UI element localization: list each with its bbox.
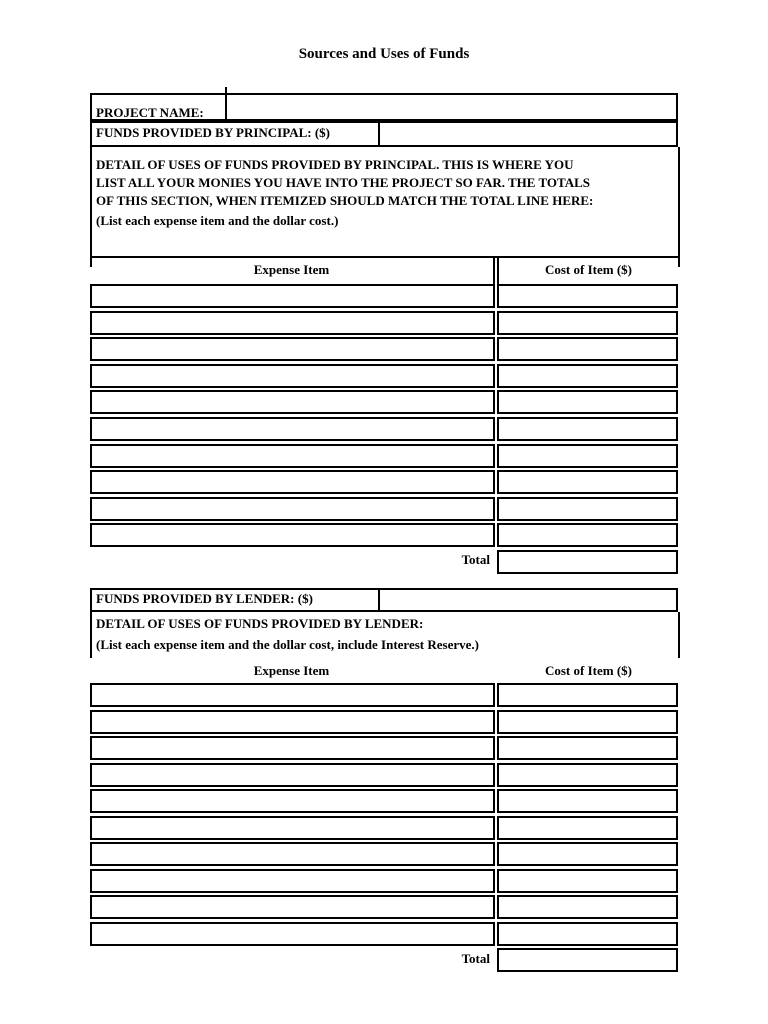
lender-expense-item-field[interactable] bbox=[90, 736, 495, 760]
lender-cost-field[interactable] bbox=[497, 736, 678, 760]
lender-cost-field[interactable] bbox=[497, 895, 678, 919]
page-title: Sources and Uses of Funds bbox=[298, 46, 470, 62]
project-name-divider bbox=[225, 87, 227, 121]
principal-expense-item-field[interactable] bbox=[90, 311, 495, 335]
principal-expense-item-field[interactable] bbox=[90, 337, 495, 361]
principal-expense-item-field[interactable] bbox=[90, 444, 495, 468]
principal-cost-field[interactable] bbox=[497, 497, 678, 521]
lender-cost-field[interactable] bbox=[497, 683, 678, 707]
lender-cost-field[interactable] bbox=[497, 842, 678, 866]
principal-detail-line-3: OF THIS SECTION, WHEN ITEMIZED SHOULD MATCH THE TOTAL LINE HERE: bbox=[96, 193, 594, 208]
lender-cost-field[interactable] bbox=[497, 763, 678, 787]
lender-cost-field[interactable] bbox=[497, 816, 678, 840]
lender-funds-field[interactable] bbox=[378, 588, 678, 612]
lender-cost-field[interactable] bbox=[497, 710, 678, 734]
principal-expense-item-field[interactable] bbox=[90, 364, 495, 388]
lender-expense-item-field[interactable] bbox=[90, 922, 495, 946]
principal-col-expense-header: Expense Item bbox=[253, 262, 330, 277]
lender-expense-item-field[interactable] bbox=[90, 895, 495, 919]
lender-expense-item-field[interactable] bbox=[90, 816, 495, 840]
principal-detail-line-1: DETAIL OF USES OF FUNDS PROVIDED BY PRINCIPAL. THIS IS WHERE YOU bbox=[96, 157, 574, 172]
header-divider-a bbox=[493, 258, 495, 284]
principal-cost-field[interactable] bbox=[497, 523, 678, 547]
principal-cost-field[interactable] bbox=[497, 364, 678, 388]
principal-cost-field[interactable] bbox=[497, 311, 678, 335]
principal-total-field[interactable] bbox=[497, 550, 678, 574]
lender-expense-item-field[interactable] bbox=[90, 710, 495, 734]
principal-cost-field[interactable] bbox=[497, 337, 678, 361]
principal-cost-field[interactable] bbox=[497, 470, 678, 494]
lender-detail-line-2: (List each expense item and the dollar cost, include Interest Reserve.) bbox=[96, 637, 479, 652]
lender-detail-line-1: DETAIL OF USES OF FUNDS PROVIDED BY LENDER: bbox=[96, 616, 424, 631]
project-name-label: PROJECT NAME: bbox=[96, 105, 204, 120]
principal-funds-field[interactable] bbox=[378, 121, 678, 147]
principal-expense-item-field[interactable] bbox=[90, 470, 495, 494]
lender-expense-item-field[interactable] bbox=[90, 683, 495, 707]
lender-cost-field[interactable] bbox=[497, 922, 678, 946]
principal-cost-field[interactable] bbox=[497, 417, 678, 441]
principal-detail-line-4: (List each expense item and the dollar cost.) bbox=[96, 213, 339, 228]
lender-total-label: Total bbox=[461, 951, 490, 966]
principal-funds-label: FUNDS PROVIDED BY PRINCIPAL: ($) bbox=[96, 125, 330, 140]
lender-expense-item-field[interactable] bbox=[90, 763, 495, 787]
project-name-field[interactable] bbox=[229, 96, 674, 118]
principal-cost-field[interactable] bbox=[497, 284, 678, 308]
principal-total-label: Total bbox=[461, 552, 490, 567]
principal-expense-item-field[interactable] bbox=[90, 390, 495, 414]
detail-tick-right bbox=[678, 255, 680, 267]
lender-col-cost-header: Cost of Item ($) bbox=[544, 663, 632, 678]
principal-expense-item-field[interactable] bbox=[90, 497, 495, 521]
lender-col-expense-header: Expense Item bbox=[253, 663, 330, 678]
lender-total-field[interactable] bbox=[497, 948, 678, 972]
principal-col-cost-header: Cost of Item ($) bbox=[544, 262, 632, 277]
principal-detail-line-2: LIST ALL YOUR MONIES YOU HAVE INTO THE PROJECT SO FAR. THE TOTALS bbox=[96, 175, 591, 190]
principal-expense-item-field[interactable] bbox=[90, 523, 495, 547]
lender-expense-item-field[interactable] bbox=[90, 842, 495, 866]
lender-expense-item-field[interactable] bbox=[90, 869, 495, 893]
lender-funds-label: FUNDS PROVIDED BY LENDER: ($) bbox=[96, 591, 313, 606]
principal-expense-item-field[interactable] bbox=[90, 417, 495, 441]
lender-cost-field[interactable] bbox=[497, 789, 678, 813]
lender-expense-item-field[interactable] bbox=[90, 789, 495, 813]
lender-cost-field[interactable] bbox=[497, 869, 678, 893]
principal-cost-field[interactable] bbox=[497, 444, 678, 468]
principal-cost-field[interactable] bbox=[497, 390, 678, 414]
principal-expense-item-field[interactable] bbox=[90, 284, 495, 308]
